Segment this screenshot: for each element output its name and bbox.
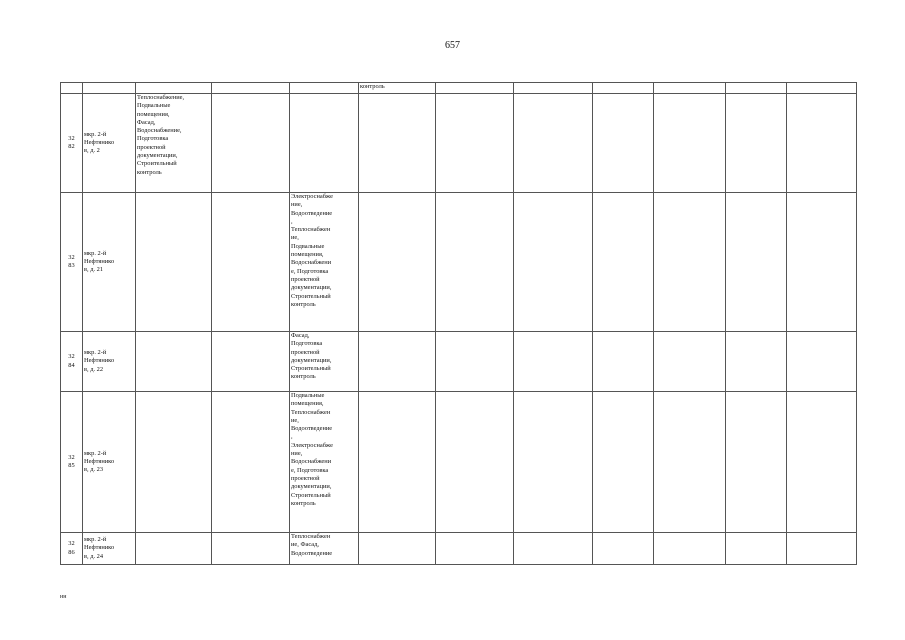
repair-work-line: Фасад, <box>137 118 156 126</box>
table-cell <box>136 533 212 565</box>
address-line: Нефтянико <box>84 138 115 146</box>
table-cell <box>359 392 436 533</box>
table-cell <box>726 94 787 193</box>
repair-work-line: е, Подготовка <box>291 466 329 474</box>
repair-work-line: Водоснабжени <box>291 458 332 466</box>
address-line: в, д. 22 <box>84 365 104 373</box>
table-cell <box>514 193 593 332</box>
table-cell <box>212 533 290 565</box>
table-cell <box>436 83 514 94</box>
address-cell <box>83 533 136 565</box>
repair-work-line: е, Подготовка <box>291 267 329 275</box>
table-cell <box>212 392 290 533</box>
table-cell <box>726 533 787 565</box>
footer-mark: нн <box>60 594 67 600</box>
table-cell <box>593 83 654 94</box>
repair-work-line: Строительный <box>291 365 331 373</box>
table-cell <box>290 83 359 94</box>
table-cell <box>787 193 857 332</box>
table-cell <box>654 94 726 193</box>
table-cell <box>514 392 593 533</box>
repair-work-line: ние, <box>291 450 303 458</box>
repair-work-line: Теплоснабжение, <box>137 94 185 101</box>
table-cell <box>787 332 857 392</box>
table-cell <box>514 83 593 94</box>
table-cell <box>436 332 514 392</box>
table-cell <box>359 533 436 565</box>
repair-work-line: Электроснабже <box>291 193 333 200</box>
repair-work-line: контроль <box>291 499 316 507</box>
table-cell <box>436 94 514 193</box>
table-row <box>61 332 857 392</box>
row-number-part: 82 <box>68 143 75 150</box>
repair-work-line: контроль <box>291 300 316 308</box>
table-cell <box>83 83 136 94</box>
repair-work-line: помещения, <box>291 251 324 259</box>
table-cell <box>436 392 514 533</box>
address-line: Нефтянико <box>84 257 115 265</box>
repair-work-line: Водоотведение <box>291 425 333 433</box>
address-line: Нефтянико <box>84 457 115 465</box>
repair-work-line: проектной <box>137 143 166 151</box>
table-cell <box>290 94 359 193</box>
repair-work-line: Водоснабжени <box>291 259 332 267</box>
repair-work-line: ие, Фасад, <box>291 541 319 549</box>
address-cell <box>83 332 136 392</box>
table-cell <box>787 533 857 565</box>
table-cell <box>212 83 290 94</box>
address-line: в, д. 2 <box>84 147 100 155</box>
address-line: Нефтянико <box>84 357 115 365</box>
repair-work-line: Подвальные <box>291 242 325 250</box>
table-row <box>61 193 857 332</box>
row-number-part: 83 <box>68 262 75 269</box>
repair-work-line: Подготовка <box>291 340 323 348</box>
repair-work-line: Подвальные <box>291 392 325 399</box>
address-line: мкр. 2-й <box>84 536 107 544</box>
row-number-part: 32 <box>68 453 75 461</box>
address-line: Нефтянико <box>84 544 115 552</box>
table-row <box>61 533 857 565</box>
row-number <box>61 533 83 565</box>
table-cell <box>787 94 857 193</box>
row-number-part: 32 <box>68 353 75 361</box>
repair-work-line: Теплоснабжен <box>291 408 331 416</box>
table-cell <box>212 94 290 193</box>
address-line: в, д. 23 <box>84 466 104 474</box>
address-cell <box>83 392 136 533</box>
repair-work-line: проектной <box>291 474 320 482</box>
page-number: 657 <box>445 40 460 51</box>
repair-work-line: , <box>291 433 293 441</box>
table-cell <box>359 193 436 332</box>
table-cell <box>514 94 593 193</box>
repair-work-line: помещения, <box>137 110 170 118</box>
repair-work-line: документации, <box>291 284 332 292</box>
repair-work-line: ие, <box>291 234 299 242</box>
repair-work-line: Строительный <box>137 160 177 168</box>
repair-work-line: документации, <box>291 356 332 364</box>
repair-work-line: Строительный <box>291 292 331 300</box>
table-cell <box>212 193 290 332</box>
repair-works-cell <box>290 392 359 533</box>
address-line: мкр. 2-й <box>84 349 107 357</box>
repair-work-line: контроль <box>291 373 316 381</box>
row-number-part: 32 <box>68 540 75 548</box>
repair-work-line: ие, <box>291 416 299 424</box>
table-cell <box>136 83 212 94</box>
table-cell <box>593 332 654 392</box>
table-cell <box>136 193 212 332</box>
repair-works-cell <box>290 193 359 332</box>
table-cell <box>359 332 436 392</box>
repair-work-line: проектной <box>291 348 320 356</box>
table-cell <box>726 332 787 392</box>
address-line: мкр. 2-й <box>84 130 107 138</box>
repair-work-line: проектной <box>291 275 320 283</box>
row-number-part: 86 <box>68 548 75 556</box>
repair-work-line: , <box>291 217 293 225</box>
repair-work-line: Водоотведение <box>291 549 333 557</box>
table-cell <box>436 193 514 332</box>
continuation-row <box>61 83 857 94</box>
repair-work-line: помещения, <box>291 400 324 408</box>
repair-work-line: контроль <box>137 168 162 176</box>
table-cell <box>726 193 787 332</box>
table-row <box>61 94 857 193</box>
table-cell <box>654 533 726 565</box>
address-line: мкр. 2-й <box>84 449 107 457</box>
table-cell <box>593 533 654 565</box>
table-cell <box>212 332 290 392</box>
row-number-part: 84 <box>68 361 75 369</box>
repair-work-line: Фасад, <box>291 332 310 339</box>
table-cell <box>787 83 857 94</box>
address-line: мкр. 2-й <box>84 249 107 257</box>
table-cell <box>593 193 654 332</box>
repair-work-line: Теплоснабжен <box>291 226 331 234</box>
table-cell <box>514 332 593 392</box>
repair-work-line: ние, <box>291 201 303 209</box>
repair-work-line: Подвальные <box>137 102 171 110</box>
address-line: в, д. 21 <box>84 266 104 274</box>
table-cell <box>654 193 726 332</box>
table-cell <box>136 332 212 392</box>
repair-works-cell <box>290 533 359 565</box>
repair-works-cell <box>290 332 359 392</box>
row-number-part: 32 <box>68 134 75 142</box>
table-cell <box>593 94 654 193</box>
table-cell <box>136 392 212 533</box>
repair-work-line: документации, <box>291 483 332 491</box>
capital-repair-plan-table <box>60 82 857 565</box>
repair-work-line: Теплоснабжен <box>291 533 331 540</box>
repair-works-cell <box>136 94 212 193</box>
table-cell <box>359 94 436 193</box>
table-cell <box>654 83 726 94</box>
row-number <box>61 193 83 332</box>
table-row <box>61 392 857 533</box>
row-number-part: 85 <box>68 462 75 469</box>
repair-work-line: Строительный <box>291 491 331 499</box>
table-cell <box>436 533 514 565</box>
table-cell <box>61 83 83 94</box>
address-cell <box>83 193 136 332</box>
table-cell <box>514 533 593 565</box>
address-cell <box>83 94 136 193</box>
row-number <box>61 332 83 392</box>
continuation-text: контроль <box>359 83 436 94</box>
table-cell <box>726 392 787 533</box>
table-cell <box>654 332 726 392</box>
repair-work-line: Водоснабжение, <box>137 127 182 135</box>
table-cell <box>654 392 726 533</box>
repair-work-line: документации, <box>137 152 178 160</box>
address-line: в, д. 24 <box>84 552 104 560</box>
table-cell <box>726 83 787 94</box>
row-number <box>61 94 83 193</box>
row-number-part: 32 <box>68 253 75 261</box>
row-number <box>61 392 83 533</box>
repair-work-line: Электроснабже <box>291 441 333 449</box>
repair-work-line: Водоотведение <box>291 209 333 217</box>
table-cell <box>593 392 654 533</box>
repair-work-line: Подготовка <box>137 135 169 143</box>
table-cell <box>787 392 857 533</box>
